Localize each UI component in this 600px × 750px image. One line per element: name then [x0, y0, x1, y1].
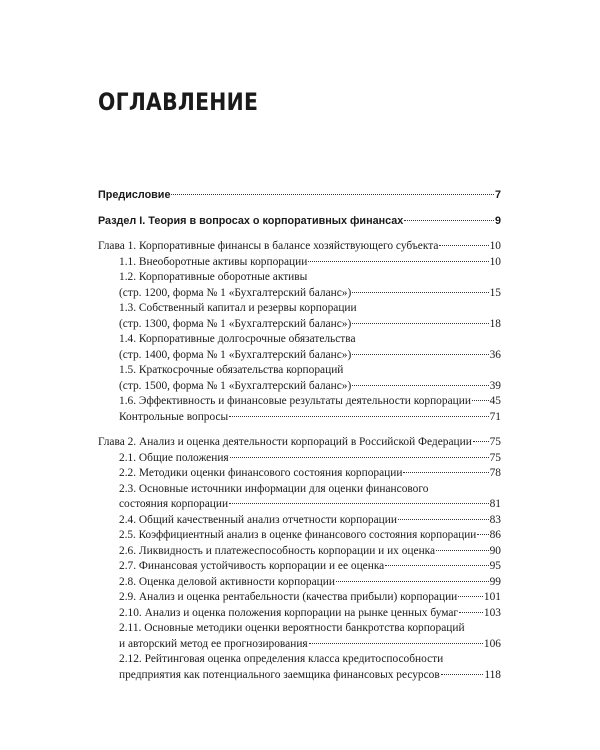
toc-page-number: 103 — [483, 606, 501, 619]
toc-entry-2-3[interactable] — [98, 482, 501, 513]
leader-dots — [229, 416, 488, 417]
toc-entry-2-8[interactable] — [98, 575, 501, 591]
leader-dots — [403, 472, 488, 473]
toc-entry-text: (стр. 1200, форма № 1 «Бухгалтерский баланс») — [119, 286, 352, 299]
leader-dots — [229, 503, 489, 504]
toc-page-number: 75 — [489, 451, 501, 464]
leader-dots — [458, 596, 483, 597]
toc-page-number: 7 — [494, 189, 501, 201]
toc-entry-text-line1: 1.4. Корпоративные долгосрочные обязательства — [119, 333, 356, 345]
toc-page-number: 99 — [489, 575, 501, 588]
leader-dots — [385, 565, 488, 566]
leader-dots — [352, 323, 488, 324]
toc-page-number: 81 — [489, 498, 501, 510]
leader-dots — [336, 581, 489, 582]
leader-dots — [459, 612, 483, 613]
leader-dots — [404, 220, 494, 221]
toc-entry-1-2[interactable] — [98, 270, 501, 301]
toc-entry-text: (стр. 1400, форма № 1 «Бухгалтерский баланс») — [119, 348, 352, 361]
toc-entry-text: Глава 1. Корпоративные финансы в балансе хозяйствующего субъекта — [98, 240, 439, 252]
table-of-contents — [98, 188, 501, 683]
toc-page-number: 39 — [489, 379, 501, 392]
toc-page-number: 90 — [489, 544, 501, 557]
toc-entry-text-line1: 1.3. Собственный капитал и резервы корпорации — [119, 302, 357, 314]
toc-entry-2-4[interactable] — [98, 513, 501, 529]
toc-entry-text: и авторский метод ее прогнозирования — [119, 637, 308, 650]
toc-page-number: 9 — [494, 214, 501, 227]
toc-entry-text-line1: 2.3. Основные источники информации для оценки финансового — [119, 482, 429, 495]
toc-entry-1-5[interactable] — [98, 363, 501, 394]
toc-entry-1-6[interactable] — [98, 394, 501, 410]
leader-dots — [439, 245, 488, 246]
toc-entry-text: Предисловие — [98, 189, 171, 201]
leader-dots — [230, 457, 489, 458]
leader-dots — [352, 385, 488, 386]
leader-dots — [352, 354, 488, 355]
leader-dots — [352, 292, 488, 293]
toc-entry-2-6[interactable] — [98, 544, 501, 560]
toc-entry-text: (стр. 1300, форма № 1 «Бухгалтерский баланс») — [119, 317, 352, 330]
toc-entry-text-line1: 1.2. Корпоративные оборотные активы — [119, 271, 308, 283]
toc-entry-text: 2.9. Анализ и оценка рентабельности (качества прибыли) корпорации — [119, 591, 458, 603]
toc-entry-2-12[interactable] — [98, 652, 501, 683]
leader-dots — [398, 519, 489, 520]
toc-page-number: 118 — [484, 668, 501, 681]
toc-entry-text: 2.2. Методики оценки финансового состояния корпорации — [119, 467, 403, 479]
leader-dots — [472, 400, 489, 401]
toc-page-number: 78 — [489, 467, 501, 479]
toc-entry-text: 1.1. Внеоборотные активы корпорации — [119, 255, 308, 268]
toc-entry-text: 2.1. Общие положения — [119, 451, 229, 464]
leader-dots — [308, 261, 488, 262]
toc-page-number: 10 — [489, 240, 501, 252]
toc-entry-2-5[interactable] — [98, 528, 501, 544]
toc-page-number: 15 — [489, 286, 501, 299]
toc-page-number: 106 — [483, 637, 501, 650]
toc-page-number: 83 — [489, 513, 501, 526]
toc-entry-text-line1: 1.5. Краткосрочные обязательства корпораций — [119, 364, 344, 376]
toc-entry-1-1[interactable] — [98, 255, 501, 271]
toc-entry-text: 2.6. Ликвидность и платежеспособность корпорации и их оценка — [119, 544, 436, 557]
toc-entry-text: Контрольные вопросы — [119, 410, 229, 423]
page-title: ОГЛАВЛЕНИЕ — [98, 88, 259, 116]
toc-entry-text: 2.8. Оценка деловой активности корпорации — [119, 575, 335, 588]
toc-entry-2-7[interactable] — [98, 559, 501, 575]
toc-entry-text-line1: 2.12. Рейтинговая оценка определения класса кредитоспособности — [119, 653, 444, 665]
toc-page-number: 101 — [483, 591, 501, 603]
leader-dots — [436, 550, 489, 551]
leader-dots — [477, 534, 488, 535]
toc-entry-2-1[interactable] — [98, 451, 501, 467]
toc-entry-text: 2.4. Общий качественный анализ отчетности корпорации — [119, 513, 397, 526]
toc-entry-section-1[interactable] — [98, 214, 501, 230]
toc-entry-2-10[interactable] — [98, 606, 501, 622]
toc-entry-1-4[interactable] — [98, 332, 501, 363]
toc-page-number: 18 — [489, 317, 501, 330]
toc-page-number: 10 — [489, 255, 501, 268]
toc-page-number: 75 — [489, 436, 501, 448]
toc-entry-control-questions[interactable] — [98, 410, 501, 426]
toc-entry-text: Раздел I. Теория в вопросах о корпоративных финансах — [98, 214, 404, 227]
toc-page-number: 86 — [489, 529, 501, 541]
toc-page-number: 95 — [489, 560, 501, 572]
toc-entry-text: 2.7. Финансовая устойчивость корпорации и ее оценка — [119, 560, 385, 572]
leader-dots — [441, 674, 484, 675]
toc-entry-1-3[interactable] — [98, 301, 501, 332]
toc-entry-text: Глава 2. Анализ и оценка деятельности корпораций в Российской Федерации — [98, 436, 472, 448]
toc-page-number: 71 — [489, 410, 501, 423]
toc-entry-2-9[interactable] — [98, 590, 501, 606]
toc-entry-text: состояния корпорации — [119, 498, 229, 510]
toc-entry-chapter-2[interactable] — [98, 435, 501, 451]
leader-dots — [309, 643, 483, 644]
toc-entry-text: предприятия как потенциального заемщика финансовых ресурсов — [119, 668, 440, 681]
toc-entry-text-line1: 2.11. Основные методики оценки вероятности банкротства корпораций — [119, 622, 465, 634]
toc-entry-text: 2.10. Анализ и оценка положения корпорации на рынке ценных бумаг — [119, 606, 459, 619]
toc-entry-text: 2.5. Коэффициентный анализ в оценке финансового состояния корпорации — [119, 529, 477, 541]
toc-page-number: 36 — [489, 348, 501, 361]
toc-entry-2-11[interactable] — [98, 621, 501, 652]
toc-entry-2-2[interactable] — [98, 466, 501, 482]
toc-entry-chapter-1[interactable] — [98, 239, 501, 255]
leader-dots — [171, 194, 494, 195]
toc-entry-preface[interactable] — [98, 188, 501, 204]
leader-dots — [473, 441, 489, 442]
toc-page-number: 45 — [489, 395, 501, 407]
toc-entry-text: 1.6. Эффективность и финансовые результаты деятельности корпорации — [119, 395, 471, 407]
toc-entry-text: (стр. 1500, форма № 1 «Бухгалтерский баланс») — [119, 379, 352, 392]
